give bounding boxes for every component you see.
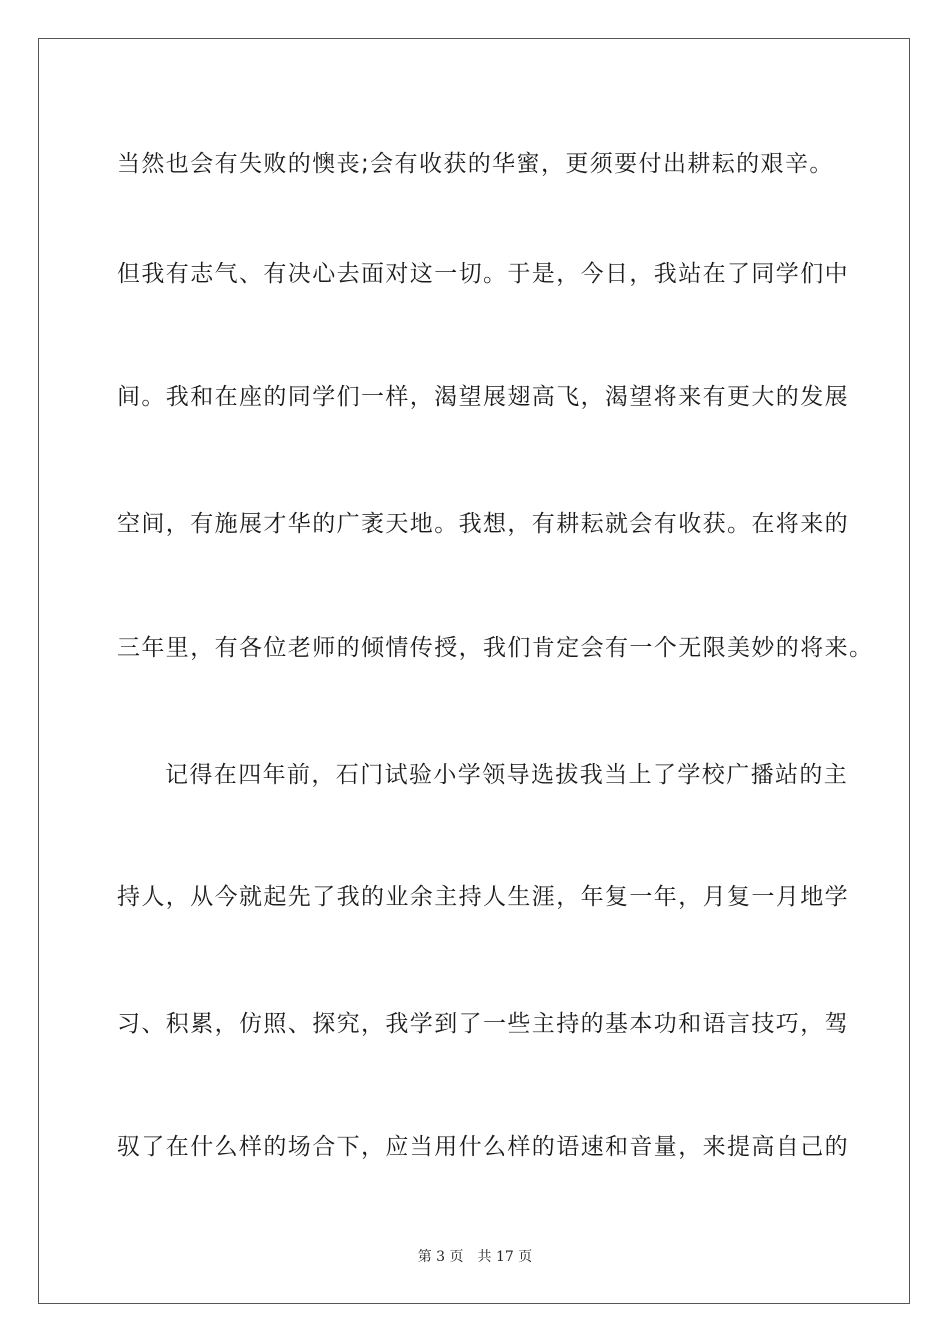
body-line-1: 当然也会有失败的懊丧;会有收获的华蜜，更须要付出耕耘的艰辛。 [117,151,834,177]
page-border [38,38,910,1304]
page-footer [0,1247,950,1267]
body-line-6-paragraph-start: 记得在四年前，石门试验小学领导选拔我当上了学校广播站的主 [165,762,849,788]
body-line-3: 间。我和在座的同学们一样，渴望展翅高飞，渴望将来有更大的发展 [117,384,849,410]
body-line-5: 三年里，有各位老师的倾情传授，我们肯定会有一个无限美妙的将来。 [117,635,874,661]
body-line-7: 持人，从今就起先了我的业余主持人生涯，年复一年，月复一月地学 [117,884,849,910]
body-line-9: 驭了在什么样的场合下，应当用什么样的语速和音量，来提高自己的 [117,1134,849,1160]
page-total: 共 17 页 [477,1249,533,1265]
body-line-2: 但我有志气、有决心去面对这一切。于是，今日，我站在了同学们中 [117,261,849,287]
body-line-4: 空间，有施展才华的广袤天地。我想，有耕耘就会有收获。在将来的 [117,511,849,537]
body-line-8: 习、积累，仿照、探究，我学到了一些主持的基本功和语言技巧，驾 [117,1011,849,1037]
page-number: 第 3 页 [417,1249,464,1265]
